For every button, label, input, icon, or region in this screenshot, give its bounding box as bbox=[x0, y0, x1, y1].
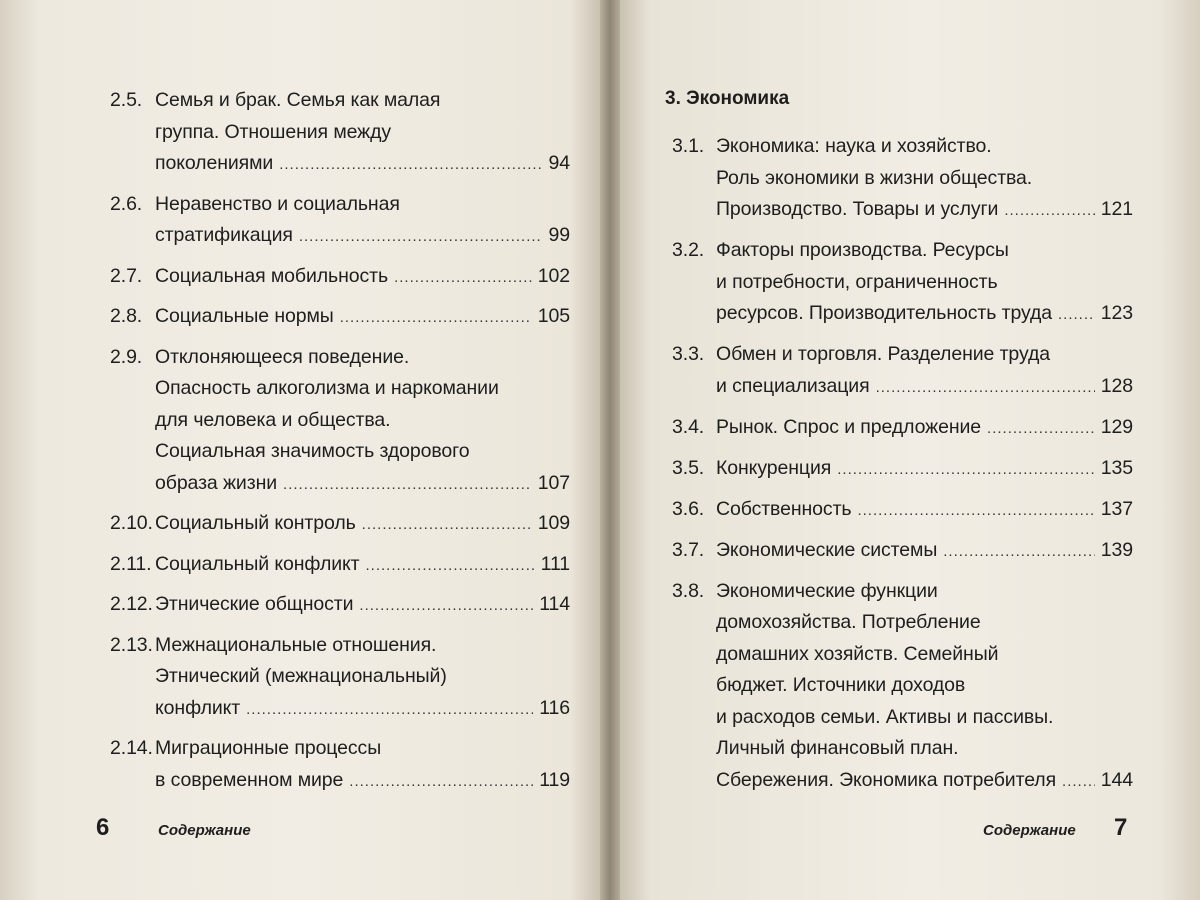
toc-entry-title-line: группа. Отношения между bbox=[155, 120, 392, 143]
left-footer-label-wrap bbox=[158, 822, 251, 840]
toc-entry-number: 2.12. bbox=[110, 593, 153, 615]
dot-leader bbox=[1058, 299, 1095, 331]
toc-entry-number: 3.7. bbox=[672, 538, 705, 561]
toc-entry-title-line: Этнические общности bbox=[155, 593, 354, 615]
toc-entry-title-line: Экономические функции bbox=[716, 579, 938, 602]
toc-entry-title-line: Отклоняющееся поведение. bbox=[155, 345, 410, 368]
left-footer bbox=[96, 814, 109, 842]
toc-entry-page: 109 bbox=[537, 512, 570, 534]
toc-entry-number: 3.5. bbox=[672, 456, 705, 479]
dot-leader bbox=[987, 413, 1095, 445]
dot-leader bbox=[1062, 766, 1095, 798]
toc-entry-number: 3.6. bbox=[672, 497, 705, 520]
toc-entry-number: 3.8. bbox=[672, 579, 705, 602]
toc-entry-title-line: Социальная мобильность bbox=[155, 264, 389, 287]
toc-entry-title-line: Неравенство и социальная bbox=[155, 192, 400, 215]
toc-entry-title-line: домашних хозяйств. Семейный bbox=[716, 642, 999, 665]
book-gutter bbox=[600, 0, 620, 900]
toc-entry-number: 2.5. bbox=[110, 89, 143, 111]
toc-entry-title-line: Экономические системы bbox=[716, 538, 938, 561]
toc-entry-title-line: Личный финансовый план. bbox=[716, 737, 959, 759]
toc-entry-page: 114 bbox=[539, 593, 570, 615]
toc-entry-title-line: конфликт bbox=[155, 696, 241, 719]
dot-leader bbox=[340, 302, 532, 334]
dot-leader bbox=[857, 495, 1094, 527]
toc-entry-number: 2.6. bbox=[110, 192, 143, 215]
toc-entry-title-line: Обмен и торговля. Разделение труда bbox=[716, 343, 1050, 365]
toc-entry-title-line: стратификация bbox=[155, 224, 293, 246]
toc-entry-number: 2.8. bbox=[110, 305, 143, 327]
dot-leader bbox=[359, 590, 533, 622]
toc-entry-page: 102 bbox=[537, 264, 570, 287]
dot-leader bbox=[299, 221, 543, 253]
toc-entry-title-line: домохозяйства. Потребление bbox=[716, 611, 981, 633]
toc-entry-number: 3.4. bbox=[672, 415, 705, 438]
toc-entry-title-line: Межнациональные отношения. bbox=[155, 633, 437, 656]
toc-entry-title-line: и потребности, ограниченность bbox=[716, 270, 998, 293]
toc-entry-title-line: Социальный контроль bbox=[155, 512, 356, 534]
toc-entry-title-line: Экономика: наука и хозяйство. bbox=[716, 135, 992, 157]
toc-entry-page: 116 bbox=[539, 696, 570, 719]
toc-entry-page: 99 bbox=[548, 224, 570, 246]
toc-entry-page: 121 bbox=[1100, 198, 1133, 220]
right-footer bbox=[1114, 814, 1127, 842]
toc-entry-title-line: бюджет. Источники доходов bbox=[716, 674, 966, 696]
page-number: 6 bbox=[96, 814, 110, 841]
toc-entry-title-line: Социальный конфликт bbox=[155, 552, 360, 575]
dot-leader bbox=[279, 149, 542, 181]
toc-entry-title-line: поколениями bbox=[155, 152, 274, 174]
running-head: Содержание bbox=[158, 822, 251, 839]
toc-entry-page: 139 bbox=[1100, 538, 1133, 561]
running-head: Содержание bbox=[983, 822, 1076, 839]
toc-entry-title-line: Сбережения. Экономика потребителя bbox=[716, 768, 1057, 791]
toc-entry-page: 123 bbox=[1100, 302, 1133, 324]
toc-entry-title-line: образа жизни bbox=[155, 471, 278, 494]
toc-entry-page: 129 bbox=[1100, 415, 1133, 438]
toc-entry-page: 144 bbox=[1100, 768, 1133, 791]
toc-entry-title-line: и специализация bbox=[716, 374, 870, 397]
toc-entry-title-line: ресурсов. Производительность труда bbox=[716, 302, 1052, 324]
toc-entry-page: 105 bbox=[537, 305, 570, 327]
toc-entry-title-line: в современном мире bbox=[155, 768, 344, 791]
toc-entry-title-line: Социальная значимость здорового bbox=[155, 440, 470, 462]
toc-entry-page: 111 bbox=[540, 552, 570, 575]
toc-entry-number: 2.10. bbox=[110, 512, 153, 534]
toc-entry-page: 137 bbox=[1100, 497, 1133, 520]
toc-entry-number: 2.14. bbox=[110, 737, 153, 759]
toc-entry-title-line: Роль экономики в жизни общества. bbox=[716, 166, 1033, 189]
toc-entry-title-line: Опасность алкоголизма и наркомании bbox=[155, 377, 499, 399]
toc-entry-title-line: для человека и общества. bbox=[155, 408, 391, 431]
dot-leader bbox=[283, 469, 532, 501]
toc-entry-page: 119 bbox=[539, 768, 570, 791]
toc-entry-page: 128 bbox=[1100, 374, 1133, 397]
toc-entry-title-line: Конкуренция bbox=[716, 456, 832, 479]
toc-entry-title-line: Социальные нормы bbox=[155, 305, 334, 327]
dot-leader bbox=[366, 550, 535, 582]
page-number: 7 bbox=[1114, 814, 1128, 841]
toc-entry-title-line: Миграционные процессы bbox=[155, 737, 382, 759]
toc-entry-page: 107 bbox=[537, 471, 570, 494]
toc-entry-number: 2.7. bbox=[110, 264, 143, 287]
toc-entry-title-line: Факторы производства. Ресурсы bbox=[716, 239, 1009, 261]
toc-entry-number: 3.3. bbox=[672, 343, 705, 365]
toc-entry-number: 3.1. bbox=[672, 135, 705, 157]
dot-leader bbox=[1004, 195, 1094, 227]
dot-leader bbox=[349, 766, 533, 798]
toc-entry-number: 2.11. bbox=[110, 552, 152, 575]
toc-entry-title-line: Собственность bbox=[716, 497, 852, 520]
toc-entry-title-line: Рынок. Спрос и предложение bbox=[716, 415, 982, 438]
toc-entry-page: 94 bbox=[548, 152, 570, 174]
dot-leader bbox=[362, 509, 532, 541]
toc-entry-number: 2.9. bbox=[110, 345, 143, 368]
toc-entry-number: 2.13. bbox=[110, 633, 153, 656]
dot-leader bbox=[246, 694, 533, 726]
dot-leader bbox=[837, 454, 1095, 486]
toc-entry-title-line: Этнический (межнациональный) bbox=[155, 665, 447, 687]
toc-entry-title-line: Производство. Товары и услуги bbox=[716, 198, 999, 220]
right-footer-label-wrap bbox=[983, 822, 1076, 840]
dot-leader bbox=[876, 372, 1095, 404]
toc-entry-page: 135 bbox=[1100, 456, 1133, 479]
dot-leader bbox=[394, 262, 532, 294]
toc-entry-title-line: Семья и брак. Семья как малая bbox=[155, 89, 441, 111]
section-title: 3. Экономика bbox=[665, 88, 790, 109]
toc-entry-number: 3.2. bbox=[672, 239, 705, 261]
dot-leader bbox=[943, 536, 1095, 568]
toc-entry-title-line: и расходов семьи. Активы и пассивы. bbox=[716, 705, 1054, 728]
